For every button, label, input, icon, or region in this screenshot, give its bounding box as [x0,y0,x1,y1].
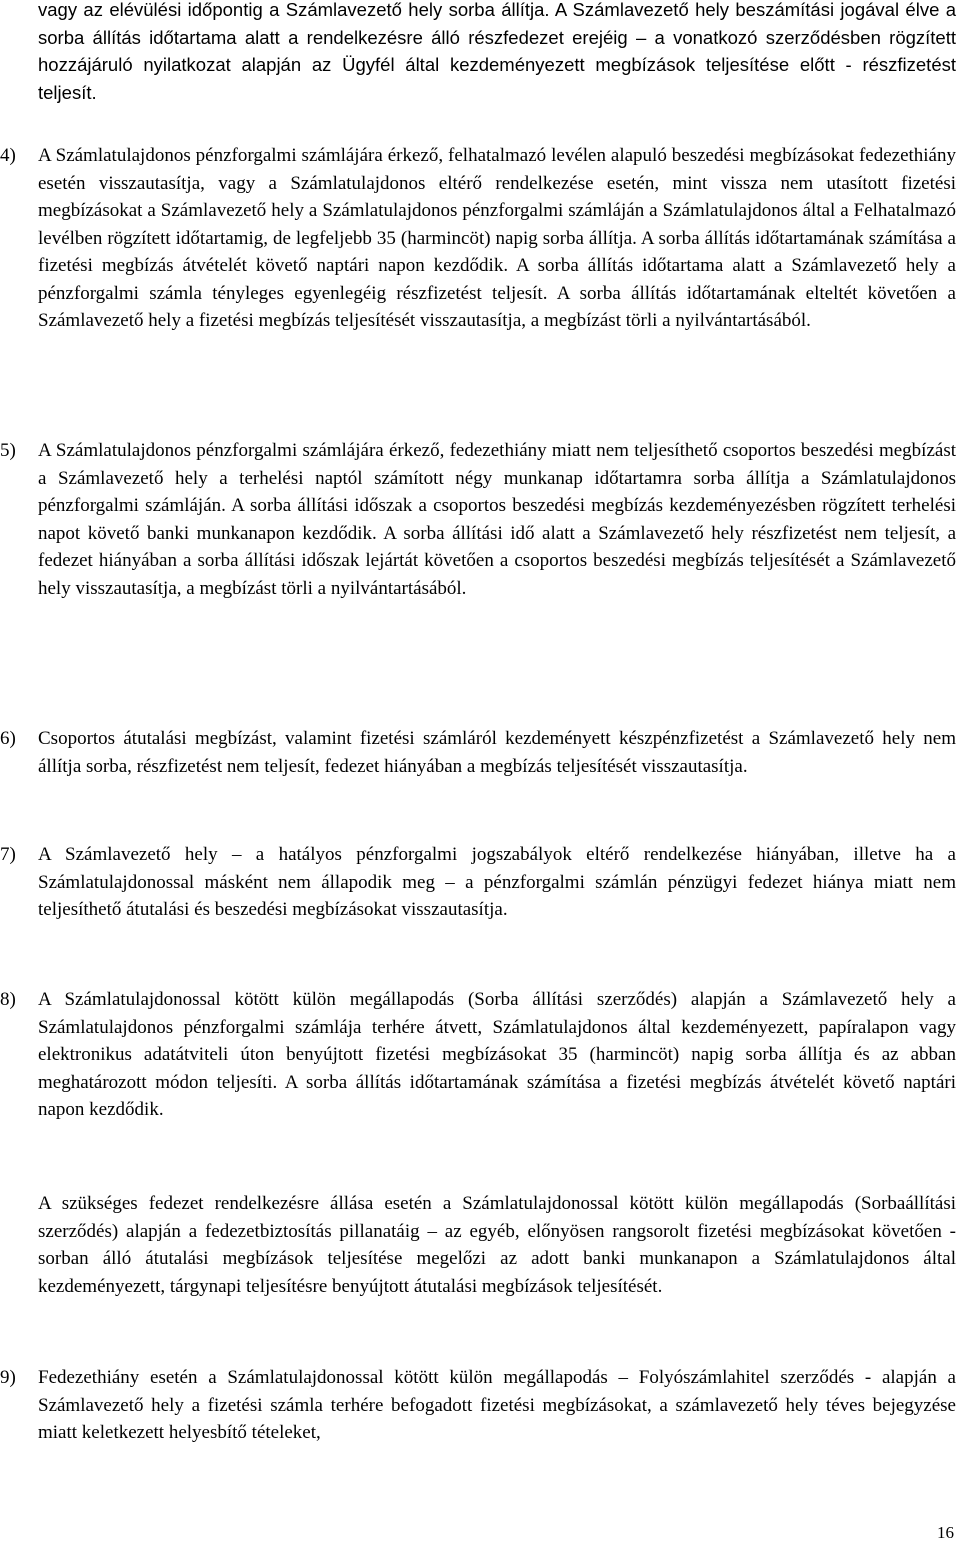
item-text-6: Csoportos átutalási megbízást, valamint fizetési számláról kezdeményett készpénzfizetést a Számlavezető hely nem állítja sorba, részfizetést nem teljesít, fedezet hiányában a megbízás teljesítését visszautasítja. [38,728,956,777]
item-number-4: 4) [0,145,16,166]
item-text-4: A Számlatulajdonos pénzforgalmi számlájára érkező, felhatalmazó levélen alapuló beszedési megbízásokat fedezethiány esetén visszautasítja, vagy a Számlatulajdonos eltérő rendelkezése esetén, mint vissza nem utasított fizetési megbízásokat a Számlavezető hely a Számlatulajdonos pénzforgalmi számláján a Számlatulajdonos által a Felhatalmazó levélben rögzített időtartamig, de legfeljebb 35 (harmincöt) napig sorba állítja. A sorba állítás időtartamának számítása a fizetési megbízás átvételét követő naptári napon kezdődik. A sorba állítás időtartama alatt a Számlavezető hely a pénzforgalmi számla tényleges egyenlegéig részfizetést teljesít. A sorba állítás időtartamának elteltét követően a Számlavezető hely a fizetési megbízás teljesítését visszautasítja, a megbízást törli a nyilvántartásából. [38,145,956,331]
item-number-8: 8) [0,989,16,1010]
item-text-8: A Számlatulajdonossal kötött külön megállapodás (Sorba állítási szerződés) alapján a Számlavezető hely a Számlatulajdonos pénzforgalmi számlája terhére átvett, Számlatulajdonos által kezdeményezett, papíralapon vagy elektronikus adatátviteli úton benyújtott fizetési megbízásokat 35 (harmincöt) napig sorba állítja és az abban meghatározott módon teljesíti. A sorba állítás időtartamának számítása a fizetési megbízás átvételét követő naptári napon kezdődik. [38,989,956,1120]
page-number: 16 [937,1523,954,1542]
item-number-5: 5) [0,440,16,461]
item-8-continuation: A szükséges fedezet rendelkezésre állása esetén a Számlatulajdonossal kötött külön megállapodás (Sorbaállítási szerződés) alapján a fedezetbiztosítás pillanatáig – az egyéb, előnyösen rangsorolt fizetési megbízásokat követően - sorban álló átutalási megbízások teljesítése megelőzi az adott banki munkanapon a Számlatulajdonos által kezdeményezett, tárgynapi teljesítésre benyújtott átutalási megbízások teljesítését. [38,1193,956,1297]
item-text-9: Fedezethiány esetén a Számlatulajdonossal kötött külön megállapodás – Folyószámlahitel szerződés - alapján a Számlavezető hely a fizetési számla terhére befogadott fizetési megbízásokat, a számlavezető hely téves bejegyzése miatt keletkezett helyesbítő tételeket, [38,1367,956,1443]
item-number-6: 6) [0,728,16,749]
item-text-5: A Számlatulajdonos pénzforgalmi számlájára érkező, fedezethiány miatt nem teljesíthető csoportos beszedési megbízást a Számlavezető hely a terhelési naptól számított négy munkanap időtartamra sorba állítja a Számlatulajdonos pénzforgalmi számláján. A sorba állítási időszak a csoportos beszedési megbízás kezdeményezésben rögzített terhelési napot követő banki munkanapon kezdődik. A sorba állítási idő alatt a Számlavezető hely részfizetést nem teljesít, a fedezet hiányában a sorba állítási időszak lejártát követően a csoportos beszedési megbízás teljesítését a Számlavezető hely visszautasítja, a megbízást törli a nyilvántartásából. [38,440,956,599]
item-number-7: 7) [0,844,16,865]
intro-paragraph: vagy az elévülési időpontig a Számlavezető hely sorba állítja. A Számlavezető hely beszámítási jogával élve a sorba állítás időtartama alatt a rendelkezésre álló részfedezet erejéig – a vonatkozó szerződésben rögzített hozzájáruló nyilatkozat alapján az Ügyfél által kezdeményezett megbízások teljesítése előtt - részfizetést teljesít. [38,0,956,103]
item-text-7: A Számlavezető hely – a hatályos pénzforgalmi jogszabályok eltérő rendelkezése hiányában, illetve ha a Számlatulajdonossal másként nem állapodik meg – a pénzforgalmi számlán pénzügyi fedezet hiánya miatt nem teljesíthető átutalási és beszedési megbízásokat visszautasítja. [38,844,956,920]
item-number-9: 9) [0,1367,16,1388]
